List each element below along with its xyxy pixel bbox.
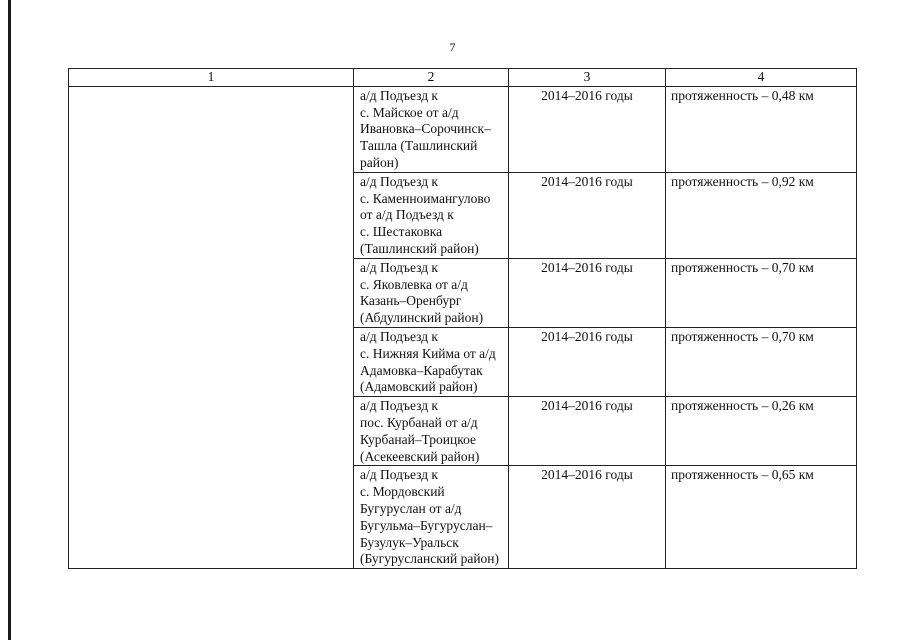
road-name-line: с. Яковлевка от а/д	[360, 276, 468, 292]
road-name-cell	[354, 86, 509, 172]
road-name-cell	[354, 397, 509, 466]
length-cell: протяженность – 0,26 км	[666, 397, 857, 466]
table-body	[69, 86, 857, 568]
road-name-line: пос. Курбанай от а/д	[360, 414, 478, 430]
road-name-line: Ивановка–Сорочинск–	[360, 121, 491, 137]
table-header-row	[69, 69, 857, 87]
length-cell: протяженность – 0,70 км	[666, 327, 857, 396]
road-name-line: с. Нижняя Кийма от а/д	[360, 345, 496, 361]
road-name-line: а/д Подъезд к	[360, 467, 438, 483]
road-name-line: с. Мордовский	[360, 484, 445, 500]
length-cell: протяженность – 0,48 км	[666, 86, 857, 172]
road-name-line: Бугульма–Бугуруслан–	[360, 517, 493, 533]
column-header-1: 1	[69, 69, 354, 87]
road-name-cell	[354, 466, 509, 569]
road-name-line: (Бугурусланский район)	[360, 551, 500, 567]
road-name-line: район)	[360, 154, 399, 170]
period-cell: 2014–2016 годы	[509, 258, 666, 327]
column-header-3: 3	[509, 69, 666, 87]
road-name-line: Адамовка–Карабутак	[360, 362, 483, 378]
road-name-line: а/д Подъезд к	[360, 87, 438, 103]
road-name-line: Бугуруслан от а/д	[360, 500, 462, 516]
road-name-line: с. Каменноимангулово	[360, 190, 491, 206]
period-cell: 2014–2016 годы	[509, 397, 666, 466]
road-name-line: (Абдулинский район)	[360, 310, 484, 326]
road-name-line: (Асекеевский район)	[360, 448, 480, 464]
length-cell: протяженность – 0,70 км	[666, 258, 857, 327]
road-name-line: Казань–Оренбург	[360, 293, 462, 309]
road-name-line: с. Майское от а/д	[360, 104, 459, 120]
period-cell: 2014–2016 годы	[509, 86, 666, 172]
road-name-line: Курбанай–Троицкое	[360, 431, 477, 447]
table-row	[69, 86, 857, 172]
road-name-line: а/д Подъезд к	[360, 398, 438, 414]
period-cell: 2014–2016 годы	[509, 466, 666, 569]
left-margin-rule	[8, 0, 11, 640]
road-name-line: (Ташлинский район)	[360, 240, 479, 256]
merged-empty-cell	[69, 86, 354, 568]
length-cell: протяженность – 0,65 км	[666, 466, 857, 569]
road-name-line: (Адамовский район)	[360, 379, 478, 395]
road-name-cell	[354, 258, 509, 327]
road-name-line: а/д Подъезд к	[360, 259, 438, 275]
column-header-4: 4	[666, 69, 857, 87]
column-header-2: 2	[354, 69, 509, 87]
road-name-line: от а/д Подъезд к	[360, 207, 454, 223]
road-name-line: а/д Подъезд к	[360, 173, 438, 189]
road-name-cell	[354, 327, 509, 396]
page-number: 7	[449, 40, 456, 54]
period-cell: 2014–2016 годы	[509, 327, 666, 396]
road-name-line: Бузулук–Уральск	[360, 534, 459, 550]
period-cell: 2014–2016 годы	[509, 172, 666, 258]
road-name-line: Ташла (Ташлинский	[360, 138, 478, 154]
roads-table	[68, 68, 857, 569]
road-name-cell	[354, 172, 509, 258]
road-name-line: а/д Подъезд к	[360, 328, 438, 344]
length-cell: протяженность – 0,92 км	[666, 172, 857, 258]
road-name-line: с. Шестаковка	[360, 224, 443, 240]
